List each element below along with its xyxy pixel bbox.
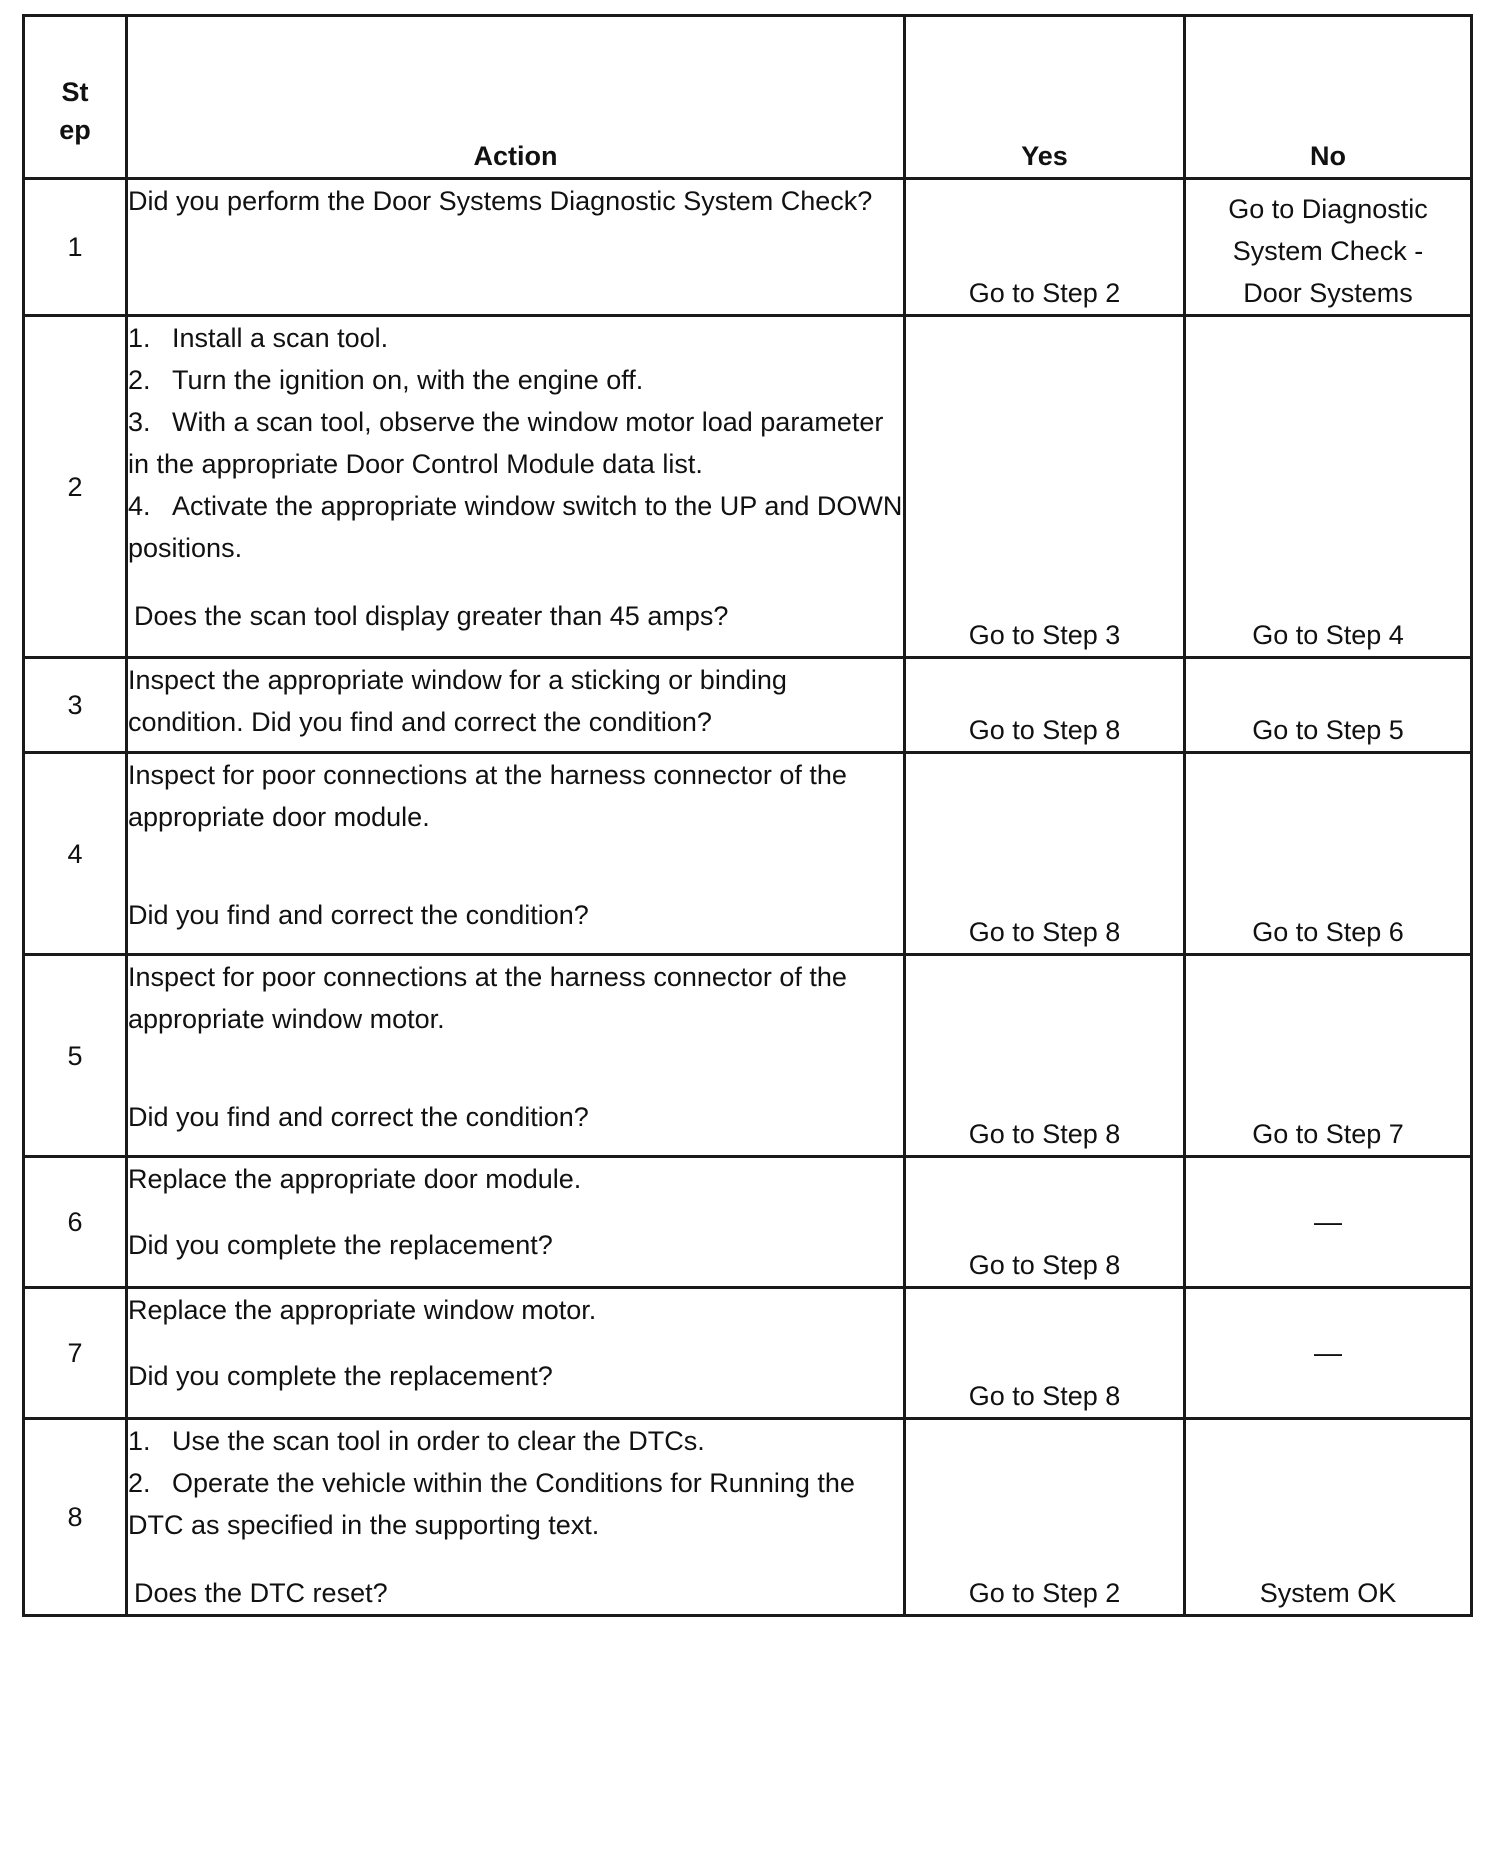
list-item (128, 1420, 903, 1462)
list-number: 2. (128, 1468, 151, 1498)
table-row (24, 753, 1472, 955)
list-text: Operate the vehicle within the Conditions for Running the DTC as specified in the supporting text. (128, 1468, 855, 1540)
list-text: Install a scan tool. (172, 323, 389, 353)
no-link[interactable]: Go to Step 6 (1185, 753, 1472, 955)
table-row (24, 316, 1472, 658)
header-step-line1: St (61, 77, 89, 107)
no-line: Go to Diagnostic (1228, 194, 1428, 224)
no-line: System Check - (1232, 236, 1424, 266)
list-item (128, 359, 903, 401)
table-row (24, 955, 1472, 1157)
action-text: Did you perform the Door Systems Diagnostic System Check? (128, 186, 873, 216)
yes-link[interactable]: Go to Step 8 (905, 1157, 1185, 1288)
header-action: Action (127, 16, 905, 179)
step-number: 1 (24, 179, 127, 316)
no-dash: — (1185, 1157, 1472, 1288)
step-number: 6 (24, 1157, 127, 1288)
list-text: Activate the appropriate window switch to the UP and DOWN positions. (128, 491, 903, 563)
header-step (24, 16, 127, 179)
table-row (24, 1419, 1472, 1616)
action-question: Did you find and correct the condition? (128, 900, 589, 930)
list-text: Use the scan tool in order to clear the DTCs. (172, 1426, 705, 1456)
step-number: 7 (24, 1288, 127, 1419)
list-text: Turn the ignition on, with the engine off. (172, 365, 644, 395)
action-text: Inspect for poor connections at the harness connector of the appropriate window motor. (128, 962, 847, 1034)
yes-link[interactable]: Go to Step 8 (905, 658, 1185, 753)
table-row (24, 1288, 1472, 1419)
action-question: Does the scan tool display greater than 45 amps? (134, 601, 729, 631)
step-number: 3 (24, 658, 127, 753)
list-number: 2. (128, 365, 151, 395)
header-step-line2: ep (59, 115, 91, 145)
table-row (24, 658, 1472, 753)
yes-link[interactable]: Go to Step 8 (905, 753, 1185, 955)
yes-link[interactable]: Go to Step 3 (905, 316, 1185, 658)
yes-link[interactable]: Go to Step 8 (905, 955, 1185, 1157)
list-item (128, 1462, 903, 1546)
step-number: 2 (24, 316, 127, 658)
list-number: 1. (128, 323, 151, 353)
action-cell (127, 658, 905, 753)
list-number: 3. (128, 407, 151, 437)
action-question: Did you complete the replacement? (128, 1230, 553, 1260)
action-cell (127, 1157, 905, 1288)
header-no: No (1185, 16, 1472, 179)
action-cell (127, 316, 905, 658)
no-link[interactable]: Go to Step 4 (1185, 316, 1472, 658)
step-number: 5 (24, 955, 127, 1157)
list-item (128, 317, 903, 359)
list-number: 1. (128, 1426, 151, 1456)
yes-link[interactable]: Go to Step 8 (905, 1288, 1185, 1419)
list-number: 4. (128, 491, 151, 521)
header-row (24, 16, 1472, 179)
action-question: Did you complete the replacement? (128, 1361, 553, 1391)
action-cell (127, 955, 905, 1157)
action-cell (127, 753, 905, 955)
list-item (128, 485, 903, 569)
table-row (24, 179, 1472, 316)
action-text: Replace the appropriate door module. (128, 1164, 582, 1194)
no-link[interactable]: System OK (1185, 1419, 1472, 1616)
step-number: 4 (24, 753, 127, 955)
list-item (128, 401, 903, 485)
table-row (24, 1157, 1472, 1288)
step-number: 8 (24, 1419, 127, 1616)
no-dash: — (1185, 1288, 1472, 1419)
action-question: Does the DTC reset? (134, 1578, 388, 1608)
diagnostic-table (22, 14, 1473, 1617)
no-link[interactable] (1185, 179, 1472, 316)
action-text: Inspect for poor connections at the harness connector of the appropriate door module. (128, 760, 847, 832)
yes-link[interactable]: Go to Step 2 (905, 179, 1185, 316)
action-question: Did you find and correct the condition? (128, 1102, 589, 1132)
header-yes: Yes (905, 16, 1185, 179)
no-link[interactable]: Go to Step 5 (1185, 658, 1472, 753)
action-cell (127, 1288, 905, 1419)
action-text: Inspect the appropriate window for a sticking or binding condition. Did you find and correct the condition? (128, 665, 787, 737)
list-text: With a scan tool, observe the window motor load parameter in the appropriate Door Control Module data list. (128, 407, 884, 479)
no-link[interactable]: Go to Step 7 (1185, 955, 1472, 1157)
action-text: Replace the appropriate window motor. (128, 1295, 597, 1325)
yes-link[interactable]: Go to Step 2 (905, 1419, 1185, 1616)
no-line: Door Systems (1243, 278, 1413, 308)
action-cell (127, 179, 905, 316)
action-cell (127, 1419, 905, 1616)
